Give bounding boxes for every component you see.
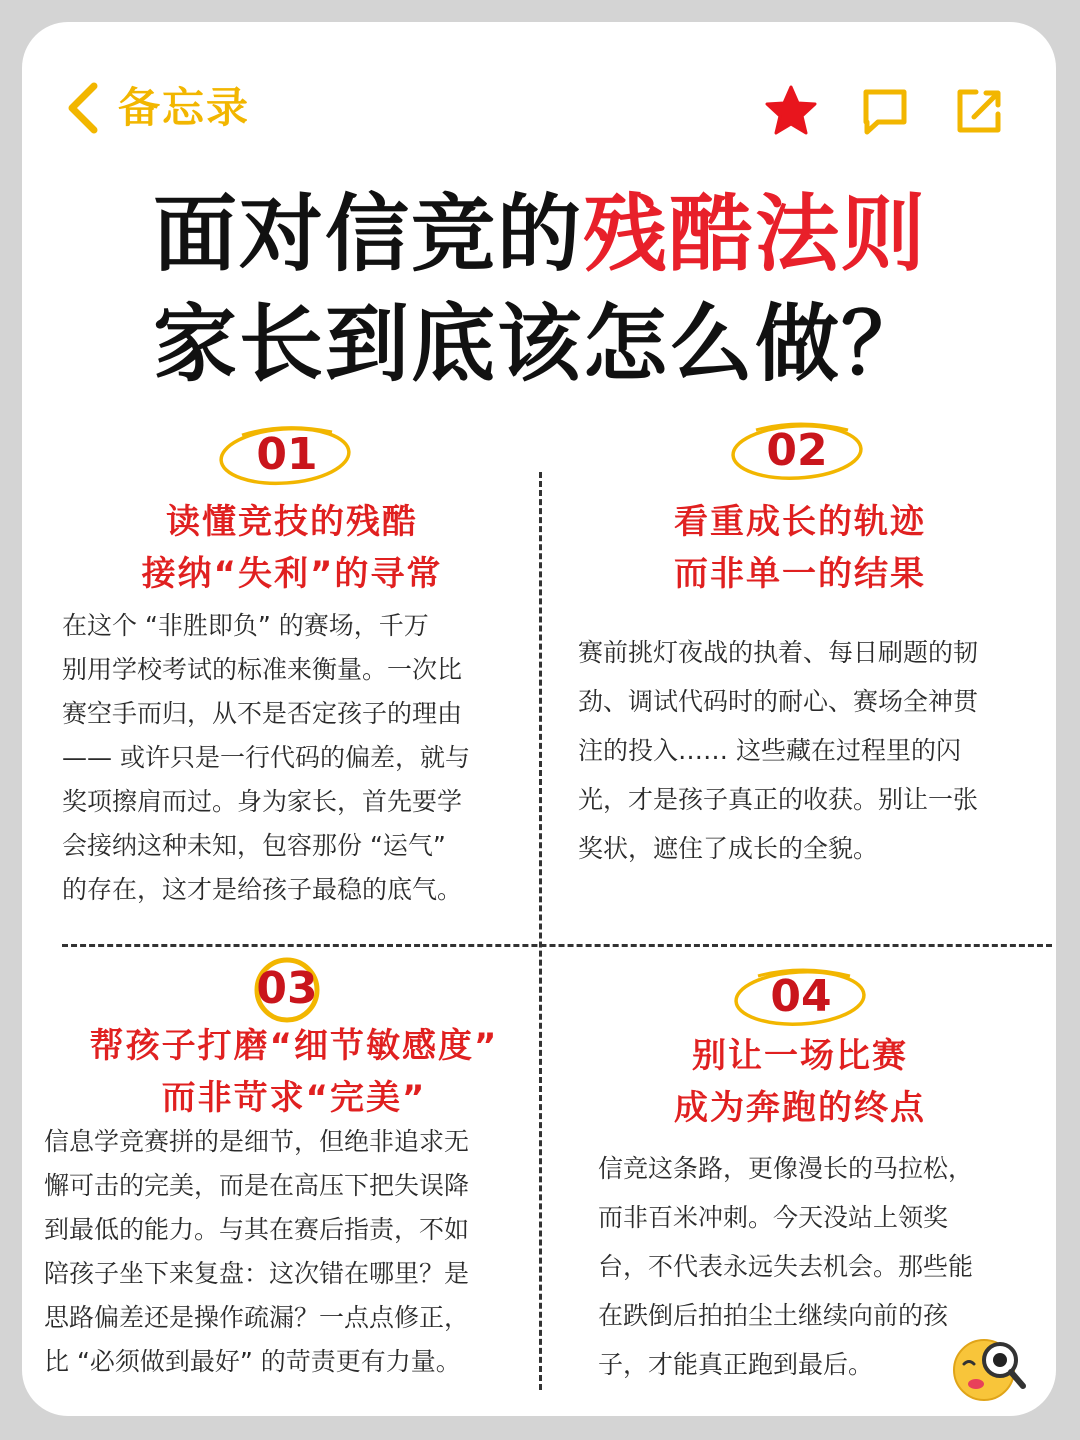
body-line: 光，才是孩子真正的收获。别让一张 [578, 785, 979, 814]
magnifier-emoji-icon [950, 1330, 1028, 1404]
section-heading [560, 496, 1040, 600]
body-line: 别用学校考试的标准来衡量。一次比 [62, 655, 463, 684]
heading-line: 成为奔跑的终点 [674, 1088, 926, 1128]
title-red-part: 残酷法则 [583, 185, 928, 283]
section-number: 01 [256, 429, 318, 480]
section-number-badge [722, 416, 872, 486]
heading-line: 接纳“失利”的寻常 [141, 554, 443, 594]
page-title-line2: 家长到底该怎么做？ [152, 295, 927, 393]
body-line: 赛前挑灯夜战的执着、每日刷题的韧 [578, 638, 979, 667]
body-line: —— 或许只是一行代码的偏差，就与 [62, 743, 470, 772]
body-line: 赛空手而归，从不是否定孩子的理由 [62, 699, 463, 728]
body-line: 奖状，遮住了成长的全貌。 [578, 834, 879, 863]
body-line: 在这个 “非胜即负” 的赛场，千万 [62, 611, 429, 640]
back-button-label[interactable]: 备忘录 [118, 83, 251, 132]
body-line: 在跌倒后拍拍尘土继续向前的孩 [598, 1301, 949, 1330]
heading-line: 别让一场比赛 [692, 1036, 908, 1076]
body-line: 到最低的能力。与其在赛后指责，不如 [44, 1215, 470, 1244]
body-line: 信息学竞赛拼的是细节，但绝非追求无 [44, 1127, 470, 1156]
body-line: 信竞这条路，更像漫长的马拉松， [598, 1154, 974, 1183]
section-body [44, 1120, 522, 1384]
section-number: 04 [770, 971, 832, 1022]
body-line: 奖项擦肩而过。身为家长，首先要学 [62, 787, 463, 816]
section-heading [44, 1020, 544, 1124]
page-title-line1 [0, 184, 1080, 284]
title-black-part: 面对信竞的 [152, 185, 583, 283]
body-line: 台，不代表永远失去机会。那些能 [598, 1252, 974, 1281]
section-number: 03 [256, 963, 318, 1014]
body-line: 劲、调试代码时的耐心、赛场全神贯 [578, 687, 979, 716]
body-line: 注的投入…… 这些藏在过程里的闪 [578, 736, 961, 765]
body-line: 会接纳这种未知，包容那份 “运气” [62, 831, 446, 860]
horizontal-divider [62, 944, 1052, 947]
section-body [578, 628, 1028, 873]
body-line: 陪孩子坐下来复盘：这次错在哪里？是 [44, 1259, 470, 1288]
body-line: 懈可击的完美，而是在高压下把失误降 [44, 1171, 470, 1200]
body-line: 而非百米冲刺。今天没站上领奖 [598, 1203, 949, 1232]
star-icon[interactable] [764, 84, 818, 138]
section-heading [560, 1030, 1040, 1134]
heading-line: 而非苛求“完美” [161, 1078, 427, 1118]
body-line: 思路偏差还是操作疏漏？一点点修正， [44, 1303, 470, 1332]
body-line: 的存在，这才是给孩子最稳的底气。 [62, 875, 463, 904]
section-number: 02 [766, 425, 828, 476]
heading-line: 而非单一的结果 [674, 554, 926, 594]
vertical-divider [539, 472, 542, 1390]
section-number-badge [726, 962, 876, 1032]
heading-line: 帮孩子打磨“细节敏感度” [89, 1026, 499, 1066]
body-line: 比 “必须做到最好” 的苛责更有力量。 [44, 1347, 461, 1376]
section-number-badge [212, 420, 362, 490]
share-icon[interactable] [952, 84, 1006, 138]
section-heading [62, 496, 522, 600]
chevron-left-icon[interactable] [64, 80, 104, 136]
section-number-badge [212, 954, 362, 1024]
heading-line: 看重成长的轨迹 [674, 502, 926, 542]
heading-line: 读懂竞技的残酷 [166, 502, 418, 542]
body-line: 子，才能真正跑到最后。 [598, 1350, 874, 1379]
comment-icon[interactable] [858, 84, 912, 138]
section-body [62, 604, 512, 912]
